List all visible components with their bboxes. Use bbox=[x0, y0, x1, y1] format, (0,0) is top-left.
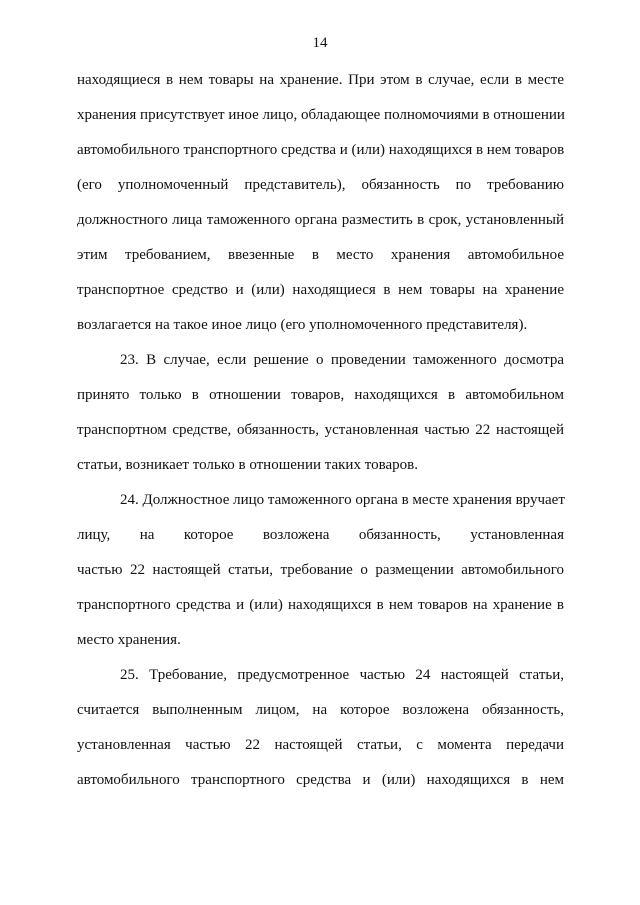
text-line: транспортное средство и (или) находящиеся в нем товары на хранение bbox=[77, 282, 564, 298]
text-line: возлагается на такое иное лицо (его уполномоченного представителя). bbox=[77, 317, 528, 333]
text-line: транспортном средстве, обязанность, установленная частью 22 настоящей bbox=[77, 422, 564, 438]
text-line: частью 22 настоящей статьи, требование о размещении автомобильного bbox=[77, 562, 564, 578]
text-line: (его уполномоченный представитель), обязанность по требованию bbox=[77, 177, 564, 193]
text-line: место хранения. bbox=[77, 632, 181, 648]
text-line: лицу, на которое возложена обязанность, установленная bbox=[77, 527, 564, 543]
text-line: 24. Должностное лицо таможенного органа в месте хранения вручает bbox=[120, 492, 565, 508]
text-line: транспортного средства и (или) находящихся в нем товаров на хранение в bbox=[77, 597, 564, 613]
text-line: 23. В случае, если решение о проведении таможенного досмотра bbox=[120, 352, 564, 368]
text-line: статьи, возникает только в отношении таких товаров. bbox=[77, 457, 418, 473]
text-line: считается выполненным лицом, на которое возложена обязанность, bbox=[77, 702, 564, 718]
page-number: 14 bbox=[312, 35, 328, 51]
text-line: установленная частью 22 настоящей статьи, с момента передачи bbox=[77, 737, 564, 753]
text-line: автомобильного транспортного средства и (или) находящихся в нем товаров bbox=[77, 142, 565, 158]
text-line: хранения присутствует иное лицо, обладающее полномочиями в отношении bbox=[77, 107, 565, 123]
text-line: находящиеся в нем товары на хранение. При этом в случае, если в месте bbox=[77, 72, 564, 88]
text-line: принято только в отношении товаров, находящихся в автомобильном bbox=[77, 387, 564, 403]
text-line: 25. Требование, предусмотренное частью 24 настоящей статьи, bbox=[120, 667, 564, 683]
text-line: автомобильного транспортного средства и (или) находящихся в нем bbox=[77, 772, 564, 788]
text-line: этим требованием, ввезенные в место хранения автомобильное bbox=[77, 247, 564, 263]
text-line: должностного лица таможенного органа разместить в срок, установленный bbox=[77, 212, 564, 228]
